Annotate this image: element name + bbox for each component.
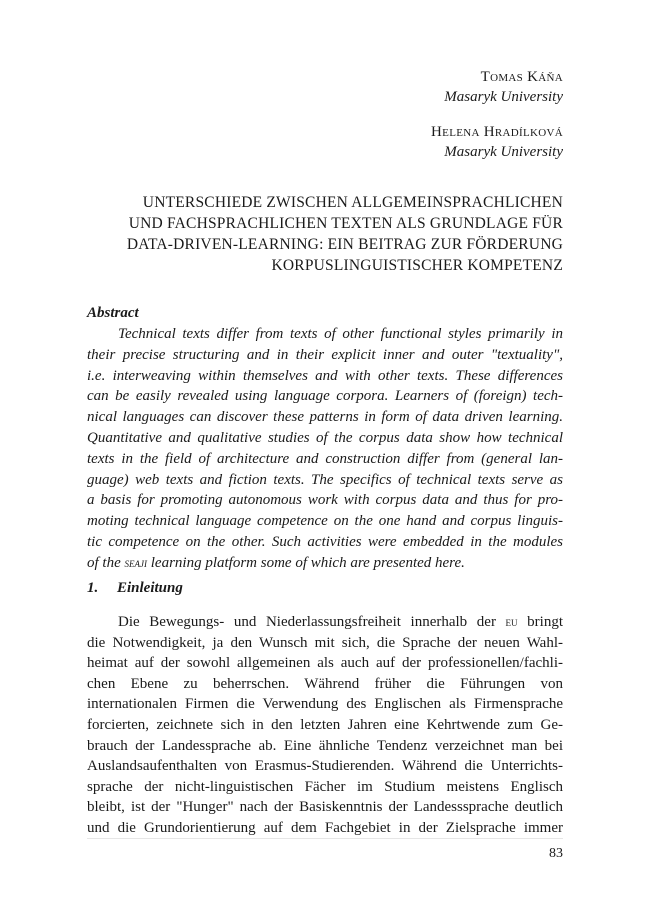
abstract-line: can be easily revealed using language corpora. Learners of (foreign) tech- [87, 388, 563, 405]
abstract-line: texts in the field of architecture and construction differ from (general lan- [87, 450, 563, 467]
abstract-body [87, 324, 563, 574]
author-affiliation: Masaryk University [444, 144, 563, 160]
author-block-2 [431, 122, 563, 162]
body-line: Auslandsaufenthalten von Erasmus-Studierenden. Während die Unterrichts- [87, 758, 563, 775]
body-line: und die Grundorientierung auf dem Fachgebiet in der Zielsprache immer [87, 819, 563, 836]
body-line: forcierten, zeichnete sich in den letzten Jahren eine Kehrtwende zum Ge- [87, 716, 563, 733]
title-line: KORPUSLINGUISTISCHER KOMPETENZ [271, 257, 563, 274]
body-text-fragment: Die Bewegungs- und Niederlassungsfreiheit innerhalb der [118, 614, 506, 630]
author-name: Helena Hradílková [431, 124, 563, 140]
abstract-line: moting technical language competence on the one hand and corpus linguis- [87, 513, 563, 530]
abstract-line: Technical texts differ from texts of other functional styles primarily in [118, 326, 563, 342]
abstract-line: tic competence on the other. Such activities were embedded in the modules [87, 533, 563, 550]
abbreviation: eu [505, 614, 518, 629]
platform-name: seaji [124, 554, 147, 570]
abstract-line: guage) web texts and fiction texts. The specifics of technical texts serve as [87, 471, 563, 488]
body-line [87, 612, 563, 633]
body-line: heimat auf der sowohl allgemeinen als auch auf der professionellen/fachli- [87, 655, 563, 672]
abstract-line: Quantitative and qualitative studies of the corpus data show how technical [87, 429, 563, 446]
section-title: Einleitung [117, 580, 183, 596]
body-line: sprache der nicht-linguistischen Fächer im Studium meistens Englisch [87, 778, 563, 795]
abstract-line [87, 553, 563, 574]
page-number: 83 [549, 846, 563, 861]
footer-rule [87, 838, 563, 839]
abstract-line: their precise structuring and in their explicit inner and outer "textuality", [87, 346, 563, 363]
author-block-1 [444, 67, 563, 107]
abstract-line: i.e. interweaving within themselves and with other texts. These differences [87, 367, 563, 384]
title-line: UND FACHSPRACHLICHEN TEXTEN ALS GRUNDLAGE FÜR [128, 215, 563, 232]
author-affiliation: Masaryk University [444, 89, 563, 105]
body-line: bleibt, ist der "Hunger" nach der Basiskenntnis der Landesssprache deutlich [87, 799, 563, 816]
abstract-text: of the [87, 554, 125, 571]
section-number: 1. [87, 580, 99, 596]
section-heading [87, 580, 183, 597]
abstract-text: learning platform some of which are presented here. [147, 554, 465, 571]
body-line: die Notwendigkeit, ja den Wunsch mit sich, die Sprache der neuen Wahl- [87, 634, 563, 651]
body-text [87, 612, 563, 839]
abstract-line: a basis for promoting autonomous work with corpus data and thus for pro- [87, 492, 563, 509]
body-line: internationalen Firmen die Verwendung des Englischen als Firmensprache [87, 696, 563, 713]
body-text-fragment: bringt [517, 614, 563, 630]
title-line: DATA-DRIVEN-LEARNING: EIN BEITRAG ZUR FÖRDERUNG [126, 236, 563, 253]
abstract-heading: Abstract [87, 305, 139, 321]
author-name: Tomas Káňa [480, 69, 563, 85]
title-line: UNTERSCHIEDE ZWISCHEN ALLGEMEINSPRACHLICHEN [142, 194, 563, 211]
abstract-line: nical languages can discover these patterns in form of data driven learning. [87, 409, 563, 426]
body-line: chen Ebene zu beherrschen. Während früher die Führungen von [87, 675, 563, 692]
paper-title [87, 192, 563, 276]
body-line: brauch der Landessprache ab. Eine ähnliche Tendenz verzeichnet man bei [87, 737, 563, 754]
